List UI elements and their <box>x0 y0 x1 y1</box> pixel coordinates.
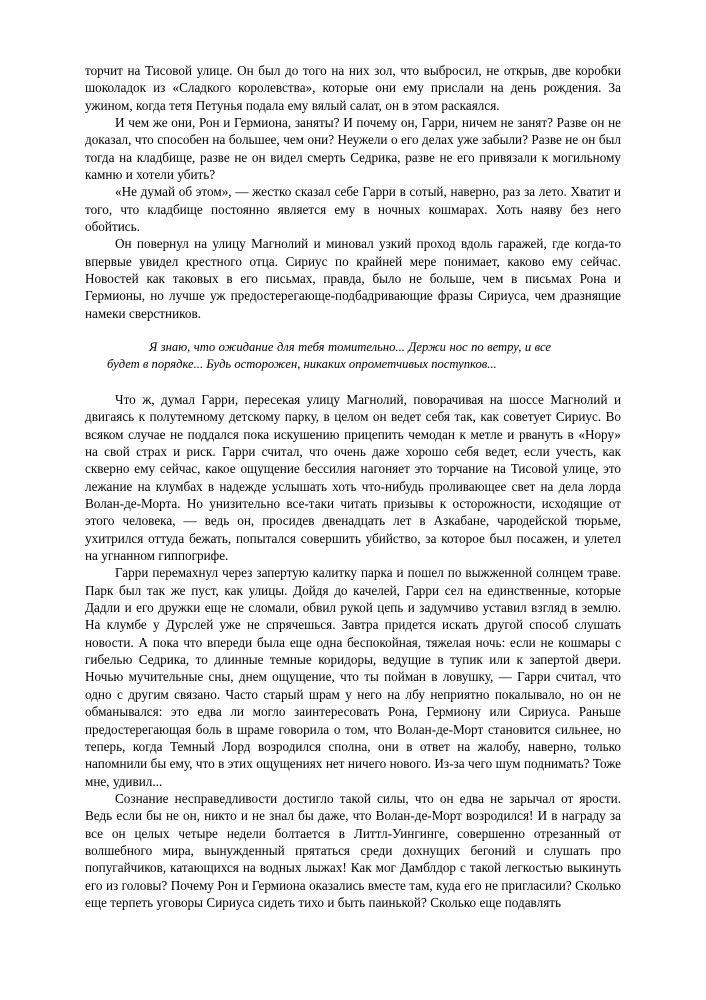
paragraph-continued: торчит на Тисовой улице. Он был до того на них зол, что выбросил, не открыв, две коробки шоколадок из «Сладкого королевства», которые они ему прислали на день рождения. За ужином, когда тетя Петунья подала ему вялый салат, он в этом раскаялся. <box>85 63 621 113</box>
paragraph-body: И чем же они, Рон и Гермиона, заняты? И почему он, Гарри, ничем не занят? Разве он не доказал, что способен на большее, чем они? Неужели о его делах уже забыли? Разве не он был тогда на кладбище, разве не он видел смерть Седрика, разве не его привязали к могильному камню и хотели убить? <box>85 115 621 183</box>
paragraph-body: Сознание несправедливости достигло такой силы, что он едва не зарычал от ярости. Ведь если бы не он, никто и не знал бы даже, что Волан-де-Морт возродился! И в награду за все он целых четыре недели болтается в Литтл-Уингинге, совершенно отрезанный от волшебного мира, вынужденный прятаться среди дохнущих бегоний и слушать про попугайчиков, катающихся на водных лыжах! Как мог Дамблдор с такой легкостью выкинуть его из головы? Почему Рон и Гермиона оказались вместе там, куда его не пригласили? Сколько еще терпеть уговоры Сириуса сидеть тихо и быть паинькой? Сколько еще подавлять <box>85 790 621 910</box>
letter-quote-block: Я знаю, что ожидание для тебя томительно... Держи нос по ветру, и все будет в порядке... Будь осторожен, никаких опрометчивых поступков... <box>107 340 551 371</box>
paragraph-body: Что ж, думал Гарри, пересекая улицу Магнолий, поворачивая на шоссе Магнолий и двигаясь к полутемному детскому парку, в целом он ведет себя так, как советует Сириус. Во всяком случае не поддался пока искушению прицепить чемодан к метле и рвануть в «Нору» на свой страх и риск. Гарри считал, что очень даже хорошо себя ведет, если учесть, как скверно ему сейчас, какое ощущение бессилия нагоняет это торчание на Тисовой улице, это лежание на клумбах в надежде услышать хоть что-нибудь проливающее свет на дела лорда Волан-де-Морта. Но унизительно все-таки читать призывы к осторожности, исходящие от этого человека, — ведь он, просидев двенадцать лет в Азкабане, чародейской тюрьме, ухитрился оттуда бежать, попытался совершить убийство, за которое был посажен, и улетел на угнанном гиппогрифе. <box>85 391 621 564</box>
paragraph-body: «Не думай об этом», — жестко сказал себе Гарри в сотый, наверно, раз за лето. Хватит и того, что кладбище постоянно является ему в ночных кошмарах. Хоть наяву без него обойтись. <box>85 184 621 235</box>
paragraph-body: Он повернул на улицу Магнолий и миновал узкий проход вдоль гаражей, где когда-то впервые увидел крестного отца. Сириус по крайней мере понимает, каково ему сейчас. Новостей как таковых в его письмах, правда, было не больше, чем в письмах Рона и Гермионы, но лучше уж предостерегающе-подбадривающие фразы Сириуса, чем дразнящие намеки сверстников. <box>85 236 621 321</box>
text-column <box>85 62 621 911</box>
paragraph-body: Гарри перемахнул через запертую калитку парка и пошел по выжженной солнцем траве. Парк был так же пуст, как улицы. Дойдя до качелей, Гарри сел на единственные, которые Дадли и его дружки еще не сломали, обвил рукой цепь и задумчиво уставил взгляд в землю. На клумбе у Дурслей уже не спрячешься. Завтра придется искать другой способ слушать новости. А пока что впереди была еще одна беспокойная, тяжелая ночь: если не кошмары с гибелью Седрика, то длинные темные коридоры, ведущие в тупик или к запертой двери. Ночью мучительные сны, днем ощущение, что ты пойман в ловушку, — Гарри считал, что одно с другим связано. Часто старый шрам у него на лбу неприятно покалывало, но он не обманывался: это едва ли могло заинтересовать Рона, Гермиону или Сириуса. Раньше предостерегающая боль в шраме говорила о том, что Волан-де-Морт становится сильнее, но теперь, когда Темный Лорд возродился сполна, они в ответ на жалобу, наверно, только напомнили бы ему, что в этих ощущениях нет ничего нового. Из-за чего шум поднимать? Тоже мне, удивил... <box>85 565 621 789</box>
